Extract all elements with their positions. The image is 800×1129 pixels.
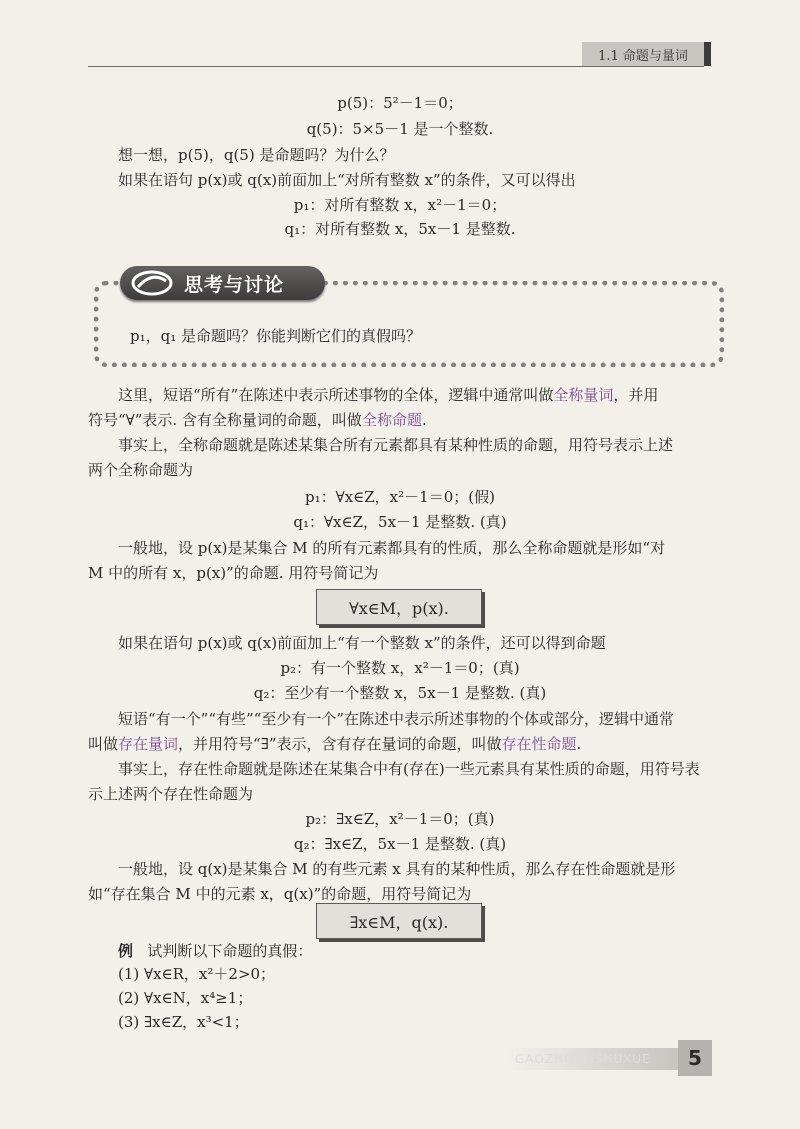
paragraph-line: 如“存在集合 M 中的元素 x，q(x)”的命题，用符号简记为 xyxy=(88,885,472,903)
page-number: 5 xyxy=(678,1040,712,1076)
formula-line: q₁：∀x∈Z，5x－1 是整数. (真) xyxy=(293,513,507,531)
think-question: 想一想，p(5)，q(5) 是命题吗？为什么？ xyxy=(118,146,395,164)
discussion-header xyxy=(120,266,325,300)
paragraph-line: M 中的所有 x，p(x)”的命题. 用符号简记为 xyxy=(88,564,379,582)
example-prompt: 试判断以下命题的真假： xyxy=(147,942,313,960)
paragraph-line: 如果在语句 p(x)或 q(x)前面加上“有一个整数 x”的条件，还可以得到命题 xyxy=(118,634,606,652)
example-item: (2) ∀x∈N，x⁴≥1； xyxy=(118,989,253,1007)
paragraph-line: 事实上，全称命题就是陈述某集合所有元素都具有某种性质的命题，用符号表示上述 xyxy=(118,436,674,454)
discussion-icon xyxy=(130,269,174,297)
paragraph-line: 符号“∀”表示. 含有全称量词的命题，叫做全称命题. xyxy=(88,411,427,429)
universal-formula-box: ∀x∈M，p(x). xyxy=(316,589,482,625)
formula-line: p₂：有一个整数 x，x²－1＝0；(真) xyxy=(280,659,520,677)
key-term: 全称命题 xyxy=(361,411,422,429)
formula-line: p₁：∀x∈Z，x²－1＝0；(假) xyxy=(305,488,495,506)
discussion-title: 思考与讨论 xyxy=(184,273,285,296)
example-item: (3) ∃x∈Z，x³<1； xyxy=(118,1013,249,1031)
paragraph-line: 事实上，存在性命题就是陈述在某集合中有(存在)一些元素具有某性质的命题，用符号表 xyxy=(118,760,700,778)
paragraph-line: 这里，短语“所有”在陈述中表示所述事物的全体，逻辑中通常叫做全称量词，并用 xyxy=(118,386,659,404)
formula-line: q₂：至少有一个整数 x，5x－1 是整数. (真) xyxy=(253,684,547,702)
formula-line: q₁：对所有整数 x，5x－1 是整数. xyxy=(284,220,516,238)
paragraph-line: 示上述两个存在性命题为 xyxy=(88,785,254,803)
footer-watermark: GAOZHONGSHUXUE xyxy=(505,1048,685,1070)
paragraph-line: 短语“有一个”“有些”“至少有一个”在陈述中表示所述事物的个体或部分，逻辑中通常 xyxy=(118,710,675,728)
existential-formula-box: ∃x∈M，q(x). xyxy=(316,903,482,939)
example-heading xyxy=(118,940,312,962)
key-term: 全称量词 xyxy=(553,386,614,404)
formula-line: q(5)：5×5－1 是一个整数. xyxy=(306,120,494,138)
formula-line: p₁：对所有整数 x，x²－1＝0； xyxy=(293,196,507,214)
formula-line: p₂：∃x∈Z，x²－1＝0；(真) xyxy=(305,810,495,828)
paragraph-line: 如果在语句 p(x)或 q(x)前面加上“对所有整数 x”的条件，又可以得出 xyxy=(118,171,576,189)
paragraph-line: 两个全称命题为 xyxy=(88,461,194,479)
example-item: (1) ∀x∈R，x²＋2>0； xyxy=(118,965,276,983)
section-header: 1.1 命题与量词 xyxy=(582,42,711,66)
paragraph-line: 一般地，设 p(x)是某集合 M 的所有元素都具有的性质，那么全称命题就是形如“对 xyxy=(118,539,666,557)
header-rule xyxy=(88,66,704,67)
formula-line: p(5)：5²－1＝0； xyxy=(337,94,463,112)
discussion-question: p₁，q₁ 是命题吗？你能判断它们的真假吗？ xyxy=(130,327,422,345)
formula-line: q₂：∃x∈Z，5x－1 是整数. (真) xyxy=(293,835,507,853)
key-term: 存在性命题 xyxy=(501,735,577,753)
paragraph-line: 叫做存在量词，并用符号“∃”表示，含有存在量词的命题，叫做存在性命题. xyxy=(88,735,582,753)
example-label: 例 xyxy=(118,942,134,960)
paragraph-line: 一般地，设 q(x)是某集合 M 的有些元素 x 具有的某种性质，那么存在性命题就是形 xyxy=(118,860,676,878)
key-term: 存在量词 xyxy=(118,735,179,753)
